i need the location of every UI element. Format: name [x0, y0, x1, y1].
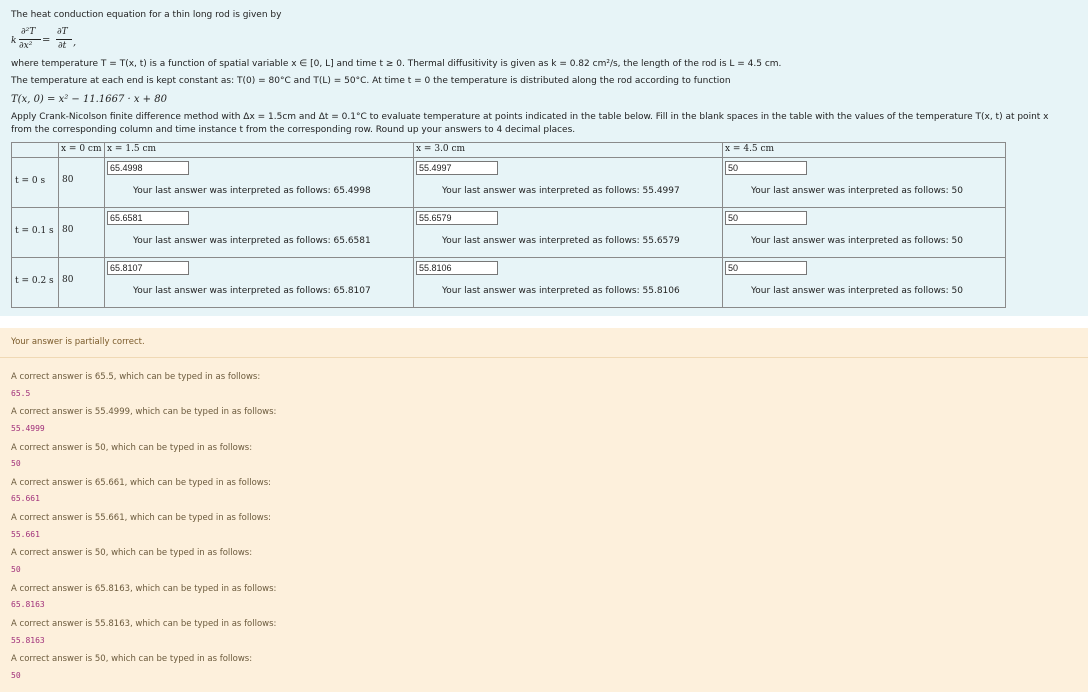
initial-function: T(x, 0) = x² − 11.1667 · x + 80	[11, 94, 167, 105]
interpretation-text: Your last answer was interpreted as follows: 50	[751, 186, 963, 196]
correct-answer-code: 55.661	[11, 530, 40, 539]
answer-input[interactable]: 55.4997	[416, 161, 498, 175]
answer-cell	[723, 158, 1006, 208]
boundary-value: 80	[62, 275, 74, 285]
instruction-text-2: from the corresponding column and time instance t from the corresponding row. Round up your answers to 4 decimal places.	[11, 125, 576, 135]
feedback-status: Your answer is partially correct.	[11, 337, 145, 347]
boundary-value-cell	[59, 258, 105, 308]
row-label-cell	[12, 208, 59, 258]
header-x2: x = 3.0 cm	[414, 143, 723, 158]
correct-answer-code: 65.8163	[11, 600, 45, 609]
answer-cell	[723, 208, 1006, 258]
answer-cell	[414, 208, 723, 258]
header-corner	[12, 143, 59, 158]
correct-answer-code: 55.4999	[11, 424, 45, 433]
interpretation-text: Your last answer was interpreted as follows: 55.6579	[442, 236, 680, 246]
correct-answer-text: A correct answer is 55.8163, which can be typed in as follows:	[11, 619, 277, 629]
correct-answer-text: A correct answer is 65.661, which can be typed in as follows:	[11, 478, 272, 488]
correct-answer-text: A correct answer is 65.8163, which can be typed in as follows:	[11, 584, 277, 594]
answer-input[interactable]: 65.6581	[107, 211, 189, 225]
intro-text: The heat conduction equation for a thin long rod is given by	[11, 10, 282, 20]
row-label: t = 0.1 s	[15, 226, 54, 236]
boundary-text: The temperature at each end is kept constant as: T(0) = 80°C and T(L) = 50°C. At time t = 0 the temperature is distributed along the rod according to function	[11, 76, 731, 86]
interpretation-text: Your last answer was interpreted as follows: 65.6581	[133, 236, 371, 246]
instruction-text-1: Apply Crank-Nicolson finite difference method with Δx = 1.5cm and Δt = 0.1°C to evaluate temperature at points indicated in the table below. Fill in the blank spaces in the table with the values of the temperature T(x, t) at point x	[11, 112, 1049, 122]
answer-input[interactable]: 55.6579	[416, 211, 498, 225]
header-x0: x = 0 cm	[59, 143, 105, 158]
answer-input[interactable]: 65.4998	[107, 161, 189, 175]
correct-answer-code: 50	[11, 459, 21, 468]
answer-cell	[414, 258, 723, 308]
correct-answer-text: A correct answer is 55.4999, which can be typed in as follows:	[11, 407, 277, 417]
interpretation-text: Your last answer was interpreted as follows: 65.4998	[133, 186, 371, 196]
feedback-separator	[0, 357, 1088, 358]
answer-cell	[105, 158, 414, 208]
correct-answer-code: 50	[11, 565, 21, 574]
answer-cell	[105, 258, 414, 308]
row-label: t = 0.2 s	[15, 276, 54, 286]
correct-answer-text: A correct answer is 50, which can be typed in as follows:	[11, 654, 253, 664]
header-x1: x = 1.5 cm	[105, 143, 414, 158]
interpretation-text: Your last answer was interpreted as follows: 50	[751, 236, 963, 246]
correct-answer-code: 65.5	[11, 389, 31, 398]
boundary-value-cell	[59, 158, 105, 208]
interpretation-text: Your last answer was interpreted as follows: 50	[751, 286, 963, 296]
row-label-cell	[12, 258, 59, 308]
correct-answer-code: 50	[11, 671, 21, 680]
answer-input[interactable]: 55.8106	[416, 261, 498, 275]
boundary-value: 80	[62, 175, 74, 185]
correct-answer-code: 55.8163	[11, 636, 45, 645]
answer-input[interactable]: 50	[725, 211, 807, 225]
correct-answer-code: 65.661	[11, 494, 40, 503]
answer-table	[11, 142, 1006, 308]
correct-answer-text: A correct answer is 50, which can be typed in as follows:	[11, 443, 253, 453]
interpretation-text: Your last answer was interpreted as follows: 55.4997	[442, 186, 680, 196]
header-x3: x = 4.5 cm	[723, 143, 1006, 158]
definition-text: where temperature T = T(x, t) is a function of spatial variable x ∈ [0, L] and time t ≥ 0. Thermal diffusitivity is given as k = 0.82 cm²/s, the length of the rod is L = 4.5 cm.	[11, 59, 782, 69]
row-label-cell	[12, 158, 59, 208]
row-label: t = 0 s	[15, 176, 46, 186]
panel-divider	[0, 316, 1088, 328]
answer-cell	[723, 258, 1006, 308]
interpretation-text: Your last answer was interpreted as follows: 65.8107	[133, 286, 371, 296]
answer-input[interactable]: 50	[725, 161, 807, 175]
correct-answer-text: A correct answer is 65.5, which can be typed in as follows:	[11, 372, 261, 382]
correct-answer-text: A correct answer is 55.661, which can be typed in as follows:	[11, 513, 272, 523]
answer-cell	[414, 158, 723, 208]
answer-input[interactable]: 65.8107	[107, 261, 189, 275]
interpretation-text: Your last answer was interpreted as follows: 55.8106	[442, 286, 680, 296]
correct-answer-text: A correct answer is 50, which can be typed in as follows:	[11, 548, 253, 558]
answer-input[interactable]: 50	[725, 261, 807, 275]
boundary-value: 80	[62, 225, 74, 235]
question-panel: The heat conduction equation for a thin long rod is given by k ∂²T ∂x² = ∂T ∂t , where temperature T = T(x, t) is a function of spatial variable x ∈ [0, L] and time t ≥ 0. Thermal diffusitivity is given as k = 0.82 cm²/s, the length of the rod is L = 4.5 cm. The temperature at each end is kept constant as: T(0) = 80°C and T(L) = 50°C. At time t = 0 the temperature is distributed along the rod according to function T(x, 0) = x² − 11.1667 · x + 80 Apply Crank-Nicolson finite difference method with Δx = 1.5cm and Δt = 0.1°C to evaluate temperature at points indicated in the table below. Fill in the blank spaces in the table with the values of the temperature T(x, t) at point x from the corresponding column and time instance t from the corresponding row. Round up your answers to 4 decimal places. x = 0 cm x = 1.5 cm x = 3.0 cm x = 4.5 cm t = 0 s 80 65.4998 Your last answer was interpreted as follows: 65.4998 55.4997 Your last answer was interpreted as follows: 55.4997 50 Your last answer was interpreted as follows: 50 t = 0.1 s 80 65.6581 Your last answer was interpreted as follows: 65.6581 55.6579 Your last answer was interpreted as follows: 55.6579 50 Your last answer was interpreted as follows: 50 t = 0.2 s 80 65.8107 Your last answer was interpreted as follows: 65.8107 55.8106 Your last answer was interpreted as follows: 55.8106 50 Your last answer was interpreted as follows: 50	[0, 0, 1088, 316]
boundary-value-cell	[59, 208, 105, 258]
answer-cell	[105, 208, 414, 258]
